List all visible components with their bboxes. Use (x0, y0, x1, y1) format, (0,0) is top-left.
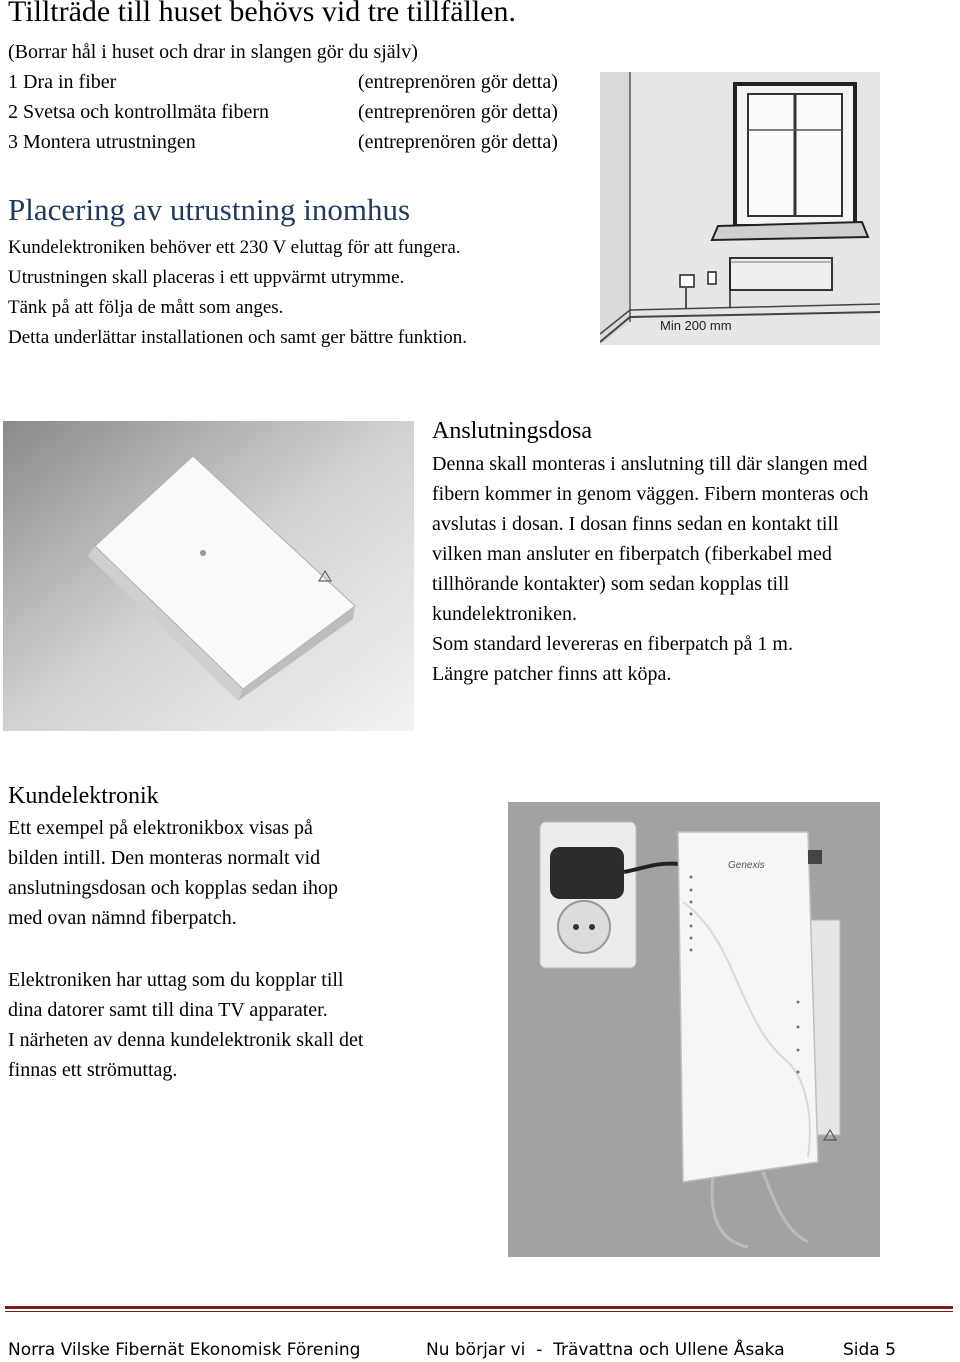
anslutningsdosa-title: Anslutningsdosa (432, 418, 593, 444)
anslutningsdosa-line: Längre patcher finns att köpa. (432, 663, 672, 685)
step-who: (entreprenören gör detta) (358, 71, 558, 93)
anslutningsdosa-line: fibern kommer in genom väggen. Fibern monteras och (432, 483, 869, 505)
step-label: 1 Dra in fiber (8, 71, 117, 93)
anslutningsdosa-photo (3, 421, 414, 731)
anslutningsdosa-line: avslutas i dosan. I dosan finns sedan en kontakt till (432, 513, 839, 535)
footer-page-number: Sida 5 (843, 1340, 896, 1360)
anslutningsdosa-line: tillhörande kontakter) som sedan kopplas till (432, 573, 790, 595)
device-brand: Genexis (728, 860, 765, 871)
page-heading: Tillträde till huset behövs vid tre tillfällen. (8, 0, 516, 28)
footer-rule-thin (5, 1311, 953, 1312)
kundelektronik-line: bilden intill. Den monteras normalt vid (8, 847, 321, 869)
placement-line: Kundelektroniken behöver ett 230 V eluttag för att fungera. (8, 237, 461, 258)
kundelektronik-line: I närheten av denna kundelektronik skall det (8, 1029, 364, 1051)
placement-line: Utrustningen skall placeras i ett uppvärmt utrymme. (8, 267, 405, 288)
anslutningsdosa-line: vilken man ansluter en fiberpatch (fiberkabel med (432, 543, 832, 565)
footer-subtitle: Nu börjar vi - Trävattna och Ullene Åsaka (426, 1340, 785, 1360)
kundelektronik-title: Kundelektronik (8, 783, 159, 809)
kundelektronik-line: dina datorer samt till dina TV apparater. (8, 999, 328, 1021)
kundelektronik-line: anslutningsdosan och kopplas sedan ihop (8, 877, 338, 899)
placement-title: Placering av utrustning inomhus (8, 192, 411, 227)
intro-note: (Borrar hål i huset och drar in slangen gör du själv) (8, 41, 418, 63)
step-who: (entreprenören gör detta) (358, 131, 558, 153)
placement-line: Tänk på att följa de mått som anges. (8, 297, 284, 318)
footer-organization: Norra Vilske Fibernät Ekonomisk Förening (8, 1340, 361, 1360)
anslutningsdosa-line: Som standard levereras en fiberpatch på 1 m. (432, 633, 793, 655)
kundelektronik-line: Elektroniken har uttag som du kopplar till (8, 969, 344, 991)
kundelektronik-photo (508, 802, 880, 1257)
min-distance-label: Min 200 mm (660, 318, 732, 333)
kundelektronik-line: finnas ett strömuttag. (8, 1059, 178, 1081)
step-who: (entreprenören gör detta) (358, 101, 558, 123)
anslutningsdosa-line: Denna skall monteras i anslutning till där slangen med (432, 453, 868, 475)
step-label: 3 Montera utrustningen (8, 131, 196, 153)
anslutningsdosa-line: kundelektroniken. (432, 603, 577, 625)
step-label: 2 Svetsa och kontrollmäta fibern (8, 101, 270, 123)
kundelektronik-line: med ovan nämnd fiberpatch. (8, 907, 237, 929)
placement-line: Detta underlättar installationen och samt ger bättre funktion. (8, 327, 468, 348)
room-sketch-figure (600, 72, 880, 345)
kundelektronik-line: Ett exempel på elektronikbox visas på (8, 817, 313, 839)
footer-rule (5, 1306, 953, 1309)
